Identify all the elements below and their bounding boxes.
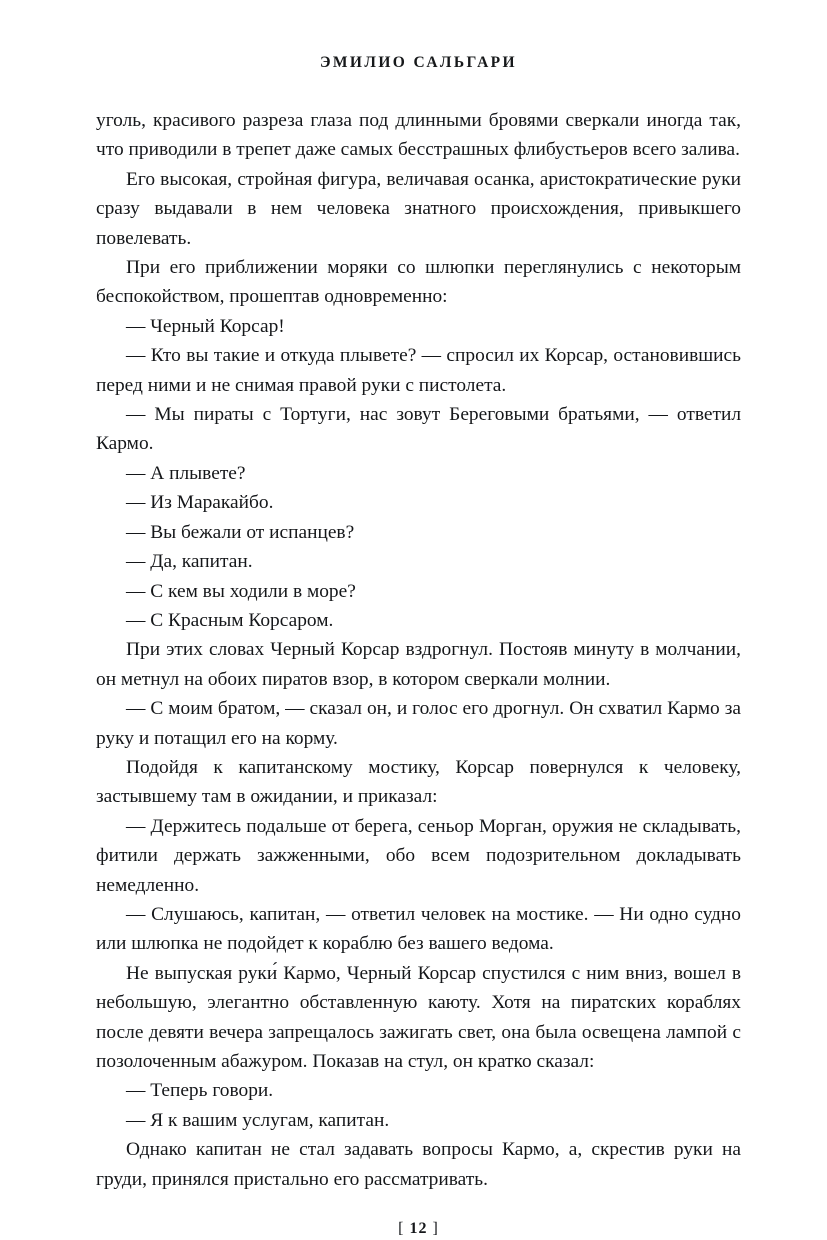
paragraph: — Я к вашим услугам, капитан. (126, 1109, 390, 1131)
paragraph: — С моим братом, — сказал он, и голос его дрогнул. Он схватил Кармо за руку и потащил его на корму. (96, 698, 741, 749)
paragraph: Однако капитан не стал задавать вопросы Кармо, а, скрестив руки на груди, принялся пристально его рассматривать. (96, 1139, 741, 1190)
running-head-author: ЭМИЛИО САЛЬГАРИ (319, 54, 518, 71)
paragraph: — С кем вы ходили в море? (126, 580, 356, 602)
folio-bracket-right: ] (432, 1220, 439, 1238)
paragraph: — Из Маракайбо. (126, 492, 274, 514)
paragraph: — Держитесь подальше от берега, сеньор Морган, оружия не складывать, фитили держать зажженными, обо всем подозрительном докладывать немедленно. (96, 815, 741, 896)
paragraph: — Да, капитан. (126, 551, 253, 573)
paragraph: — Кто вы такие и откуда плывете? — спросил их Корсар, остановившись перед ними и не снимая правой руки с пистолета. (96, 345, 741, 396)
paragraph: Подойдя к капитанскому мостику, Корсар повернулся к человеку, застывшему там в ожидании, и приказал: (96, 756, 741, 808)
paragraph: Его высокая, стройная фигура, величавая осанка, аристократические руки сразу выдавали в нем человека знатного происхождения, привыкшего повелевать. (96, 168, 741, 249)
page-folio (96, 1220, 741, 1238)
paragraph: — С Красным Корсаром. (126, 609, 334, 631)
paragraph: — Теперь говори. (126, 1080, 274, 1102)
paragraph: — А плывете? (126, 462, 246, 484)
paragraph: Не выпуская руки́ Кармо, Черный Корсар спустился с ним вниз, вошел в небольшую, элегантно обставленную каюту. Хотя на пиратских кораблях после девяти вечера запрещалось зажигать свет, она была освещена лампой с позолоченным абажуром. Показав на стул, он кратко сказал: (96, 962, 741, 1072)
paragraph: уголь, красивого разреза глаза под длинными бровями сверкали иногда так, что приводили в трепет даже самых бесстрашных флибустьеров всего залива. (96, 110, 741, 161)
body-text (96, 106, 741, 1194)
paragraph: — Вы бежали от испанцев? (126, 521, 355, 543)
paragraph: — Черный Корсар! (126, 315, 285, 337)
folio-bracket-left: [ (398, 1220, 405, 1238)
paragraph: При его приближении моряки со шлюпки переглянулись с некоторым беспокойством, прошептав одновременно: (96, 257, 741, 308)
paragraph: — Мы пираты с Тортуги, нас зовут Береговыми братьями, — ответил Кармо. (96, 404, 741, 455)
folio-number: 12 (409, 1220, 428, 1238)
paragraph: При этих словах Черный Корсар вздрогнул. Постояв минуту в молчании, он метнул на обоих пиратов взор, в котором сверкали молнии. (96, 639, 741, 690)
paragraph: — Слушаюсь, капитан, — ответил человек на мостике. — Ни одно судно или шлюпка не подойдет к кораблю без вашего ведома. (96, 903, 741, 955)
